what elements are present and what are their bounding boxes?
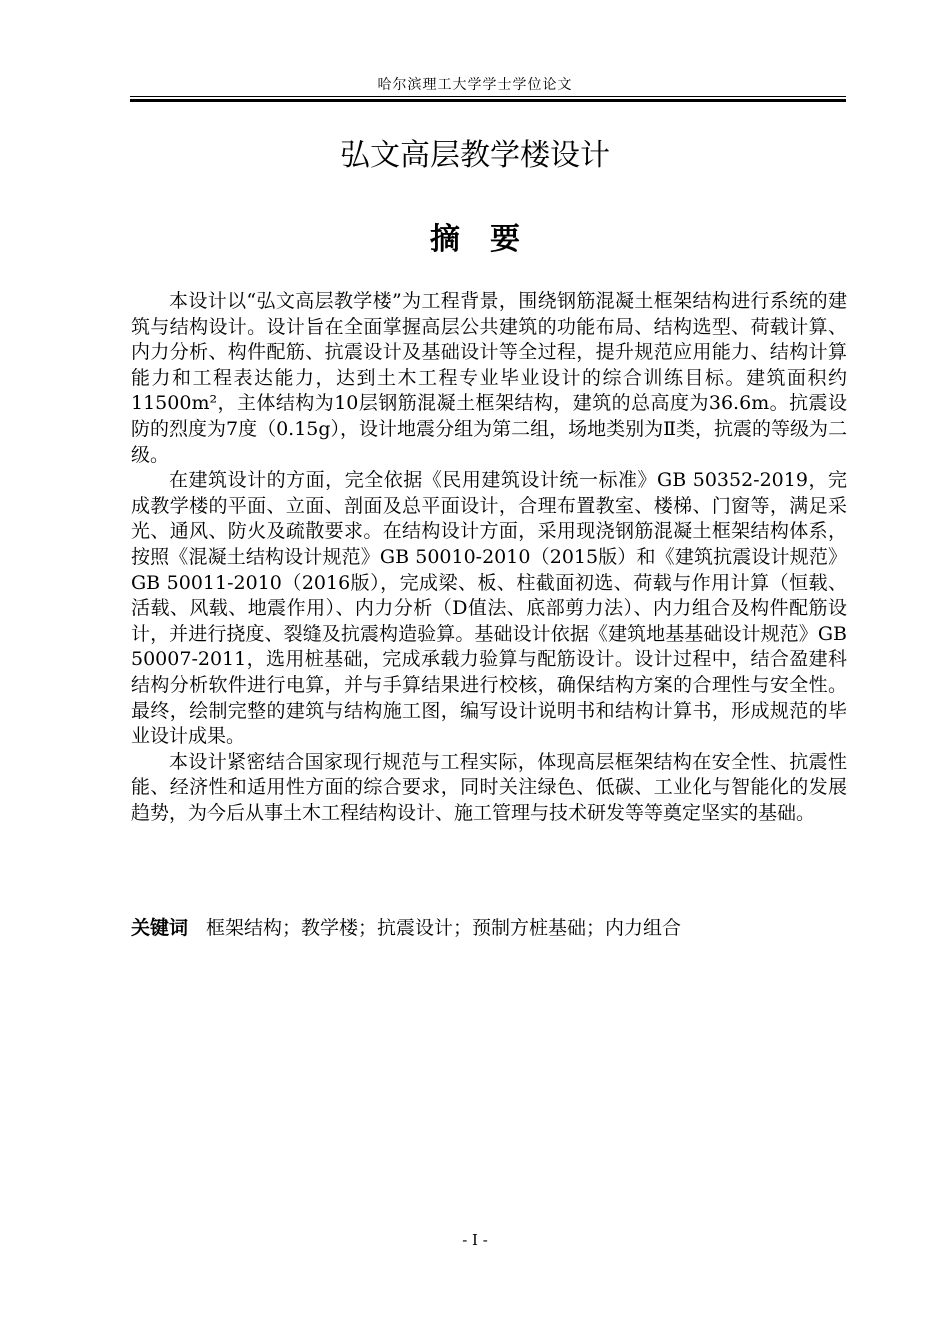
page-number: - I - xyxy=(462,1231,488,1249)
abstract-paragraph-2: 在建筑设计的方面，完全依据《民用建筑设计统一标准》GB 50352-2019，完成教学楼的平面、立面、剖面及总平面设计，合理布置教室、楼梯、门窗等，满足采光、通风、防火及疏散要求。在结构设计方面，采用现浇钢筋混凝土框架结构体系，按照《混凝土结构设计规范》GB 50010-2010（2015版）和《建筑抗震设计规范》GB 50011-2010（2016版），完成梁、板、柱截面初选、荷载与作用计算（恒载、活载、风载、地震作用）、内力分析（D值法、底部剪力法）、内力组合及构件配筋设计，并进行挠度、裂缝及抗震构造验算。基础设计依据《建筑地基基础设计规范》GB 50007-2011，选用桩基础，完成承载力验算与配筋设计。设计过程中，结合盈建科结构分析软件进行电算，并与手算结果进行校核，确保结构方案的合理性与安全性。最终，绘制完整的建筑与结构施工图，编写设计说明书和结构计算书，形成规范的毕业设计成果。 xyxy=(131,469,847,748)
abstract-paragraph-1: 本设计以“弘文高层教学楼”为工程背景，围绕钢筋混凝土框架结构进行系统的建筑与结构设计。设计旨在全面掌握高层公共建筑的功能布局、结构选型、荷载计算、内力分析、构件配筋、抗震设计及基础设计等全过程，提升规范应用能力、结构计算能力和工程表达能力，达到土木工程专业毕业设计的综合训练目标。建筑面积约11500m²，主体结构为10层钢筋混凝土框架结构，建筑的总高度为36.6m。抗震设防的烈度为7度（0.15g），设计地震分组为第二组，场地类别为Ⅱ类，抗震的等级为二级。 xyxy=(131,290,847,466)
abstract-body xyxy=(131,289,847,826)
keywords-label: 关键词 xyxy=(131,917,189,939)
keywords-line xyxy=(131,915,847,941)
header-rule-thick xyxy=(130,99,846,102)
running-header: 哈尔滨理工大学学士学位论文 xyxy=(377,77,573,93)
abstract-heading: 摘 要 xyxy=(430,222,520,257)
keywords-text: 框架结构；教学楼；抗震设计；预制方桩基础；内力组合 xyxy=(206,917,682,939)
abstract-paragraph-3: 本设计紧密结合国家现行规范与工程实际，体现高层框架结构在安全性、抗震性能、经济性和适用性方面的综合要求，同时关注绿色、低碳、工业化与智能化的发展趋势，为今后从事土木工程结构设计、施工管理与技术研发等等奠定坚实的基础。 xyxy=(131,750,847,824)
header-rule-thin xyxy=(130,96,846,97)
document-title: 弘文高层教学楼设计 xyxy=(340,138,610,173)
